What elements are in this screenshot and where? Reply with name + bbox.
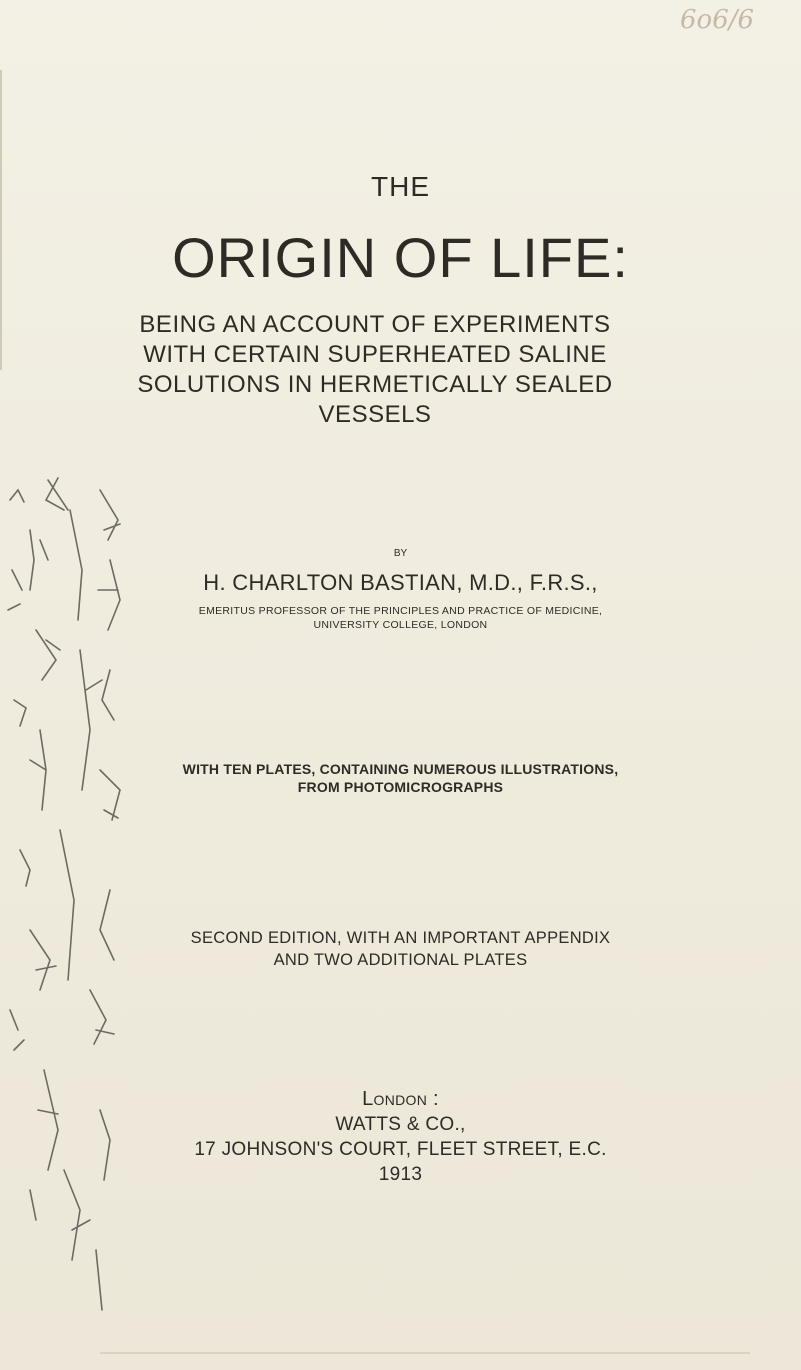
affiliation-line: UNIVERSITY COLLEGE, LONDON: [313, 619, 488, 631]
book-title: ORIGIN OF LIFE:: [172, 226, 629, 289]
imprint-address: 17 JOHNSON'S COURT, FLEET STREET, E.C.: [194, 1139, 607, 1160]
book-title-the: THE: [371, 171, 430, 202]
by-label: BY: [393, 548, 408, 559]
edition-line: AND TWO ADDITIONAL PLATES: [273, 951, 528, 969]
handwritten-annotation-text: 6o6/6: [680, 5, 755, 35]
imprint-city: London :: [362, 1088, 439, 1110]
handwritten-annotation: [676, 2, 800, 36]
plates-line: FROM PHOTOMICROGRAPHS: [297, 779, 504, 795]
subtitle-line: BEING AN ACCOUNT OF EXPERIMENTS: [139, 311, 611, 338]
subtitle-line: VESSELS: [318, 401, 432, 428]
book-subtitle: [110, 310, 640, 430]
edition-line: SECOND EDITION, WITH AN IMPORTANT APPENDIX: [190, 929, 611, 947]
offset-ink-marks: [0, 470, 150, 1330]
subtitle-line: SOLUTIONS IN HERMETICALLY SEALED: [137, 371, 613, 398]
author-name: H. CHARLTON BASTIAN, M.D., F.R.S.,: [203, 570, 598, 595]
plates-line: WITH TEN PLATES, CONTAINING NUMEROUS ILLUSTRATIONS,: [182, 761, 619, 777]
imprint-year: 1913: [378, 1164, 423, 1185]
imprint-publisher: WATTS & CO.,: [335, 1114, 466, 1135]
affiliation-line: EMERITUS PROFESSOR OF THE PRINCIPLES AND PRACTICE OF MEDICINE,: [198, 605, 603, 617]
page-edge: [0, 70, 2, 370]
subtitle-line: WITH CERTAIN SUPERHEATED SALINE: [143, 341, 607, 368]
page-bottom-edge: [100, 1352, 750, 1354]
